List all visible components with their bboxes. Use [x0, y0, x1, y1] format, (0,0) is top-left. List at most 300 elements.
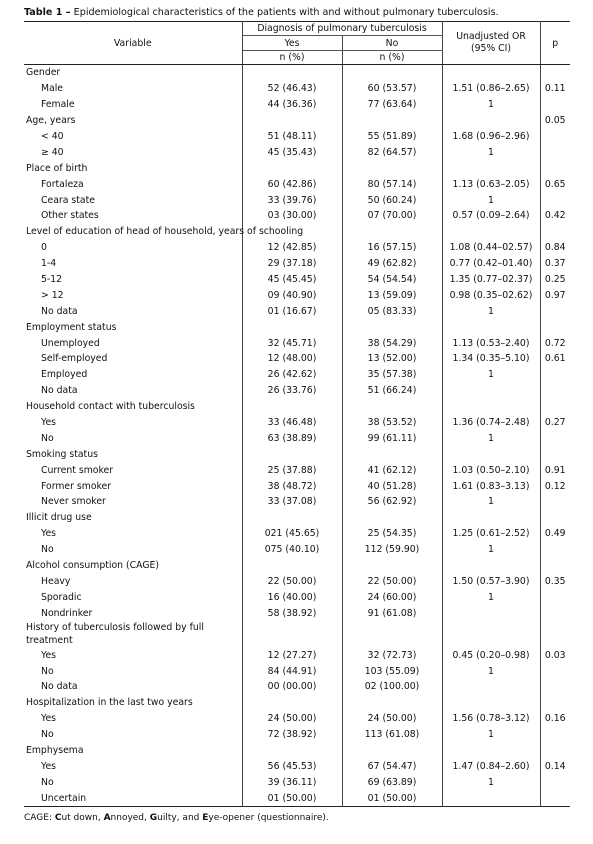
table-header	[24, 22, 570, 65]
table-row	[24, 129, 570, 145]
row-label: Alcohol consumption (CAGE)	[24, 558, 242, 574]
table-row	[24, 287, 570, 303]
cell-or: 1	[442, 192, 540, 208]
row-label: Age, years	[24, 113, 242, 129]
cell-yes	[242, 319, 342, 335]
cell-yes: 60 (42.86)	[242, 176, 342, 192]
cell-p	[540, 446, 570, 462]
header-unit-no: n (%)	[342, 51, 442, 65]
cell-p	[540, 367, 570, 383]
cell-p: 0.12	[544, 480, 566, 492]
cell-no: 80 (57.14)	[342, 176, 442, 192]
cell-p: 0.42	[544, 210, 566, 222]
header-or-line2: (95% CI)	[470, 43, 512, 54]
category-row	[24, 224, 570, 240]
cell-no: 16 (57.15)	[342, 240, 442, 256]
table-row	[24, 647, 570, 663]
cell-no: 01 (50.00)	[342, 790, 442, 806]
cell-yes: 33 (39.76)	[242, 192, 342, 208]
cell-or: 1.56 (0.78–3.12)	[442, 711, 540, 727]
cell-or: 1	[442, 542, 540, 558]
header-yes: Yes	[242, 36, 342, 51]
category-row	[24, 65, 570, 81]
cell-or: 1	[442, 430, 540, 446]
cell-or: 0.98 (0.35–02.62)	[442, 287, 540, 303]
row-label: History of tuberculosis followed by full treatment	[24, 621, 242, 647]
cell-yes: 33 (46.48)	[242, 415, 342, 431]
row-label: 0	[24, 240, 242, 256]
category-row	[24, 399, 570, 415]
cell-or: 1.47 (0.84–2.60)	[442, 758, 540, 774]
cell-yes: 52 (46.43)	[242, 81, 342, 97]
cell-no: 55 (51.89)	[342, 129, 442, 145]
row-label: Fortaleza	[24, 176, 242, 192]
row-label: Self-employed	[24, 351, 242, 367]
table-row	[24, 256, 570, 272]
table-row	[24, 478, 570, 494]
cell-no: 07 (70.00)	[342, 208, 442, 224]
row-label: Illicit drug use	[24, 510, 242, 526]
cell-no: 35 (57.38)	[342, 367, 442, 383]
cell-p	[540, 65, 570, 81]
cell-yes	[242, 399, 342, 415]
table-row	[24, 494, 570, 510]
cell-yes: 56 (45.53)	[242, 758, 342, 774]
row-label: Never smoker	[24, 494, 242, 510]
cell-yes: 26 (42.62)	[242, 367, 342, 383]
row-label: No	[24, 430, 242, 446]
footnote-text-e: ye-opener (questionnaire).	[208, 813, 329, 824]
header-unadjusted-or	[442, 22, 540, 65]
cell-no	[342, 743, 442, 759]
header-diagnosis: Diagnosis of pulmonary tuberculosis	[242, 22, 442, 36]
cell-or: 1.03 (0.50–2.10)	[442, 462, 540, 478]
epidemiology-table	[24, 21, 570, 807]
footnote-bold-e: E	[202, 813, 209, 824]
cell-p	[540, 679, 570, 695]
row-label: Current smoker	[24, 462, 242, 478]
cell-no: 56 (62.92)	[342, 494, 442, 510]
table-row	[24, 176, 570, 192]
cell-yes	[242, 113, 342, 129]
category-row	[24, 446, 570, 462]
cell-p	[540, 97, 570, 113]
cell-no: 38 (54.29)	[342, 335, 442, 351]
table-row	[24, 526, 570, 542]
table-row	[24, 272, 570, 288]
cell-p	[540, 494, 570, 510]
row-label: Ceara state	[24, 192, 242, 208]
cell-yes: 84 (44.91)	[242, 663, 342, 679]
cell-or: 1	[442, 144, 540, 160]
cell-p: 0.11	[544, 83, 566, 95]
table-caption	[24, 6, 570, 21]
footnote-bold-c: C	[54, 813, 62, 824]
cell-or: 1.13 (0.63–2.05)	[442, 176, 540, 192]
cell-or	[442, 621, 540, 647]
header-variable: Variable	[24, 22, 242, 65]
row-label: Employed	[24, 367, 242, 383]
cell-yes: 38 (48.72)	[242, 478, 342, 494]
cell-no	[342, 160, 442, 176]
cell-no	[342, 510, 442, 526]
cell-p	[540, 129, 570, 145]
category-row	[24, 621, 570, 647]
table-row	[24, 727, 570, 743]
cell-or	[442, 558, 540, 574]
table-row	[24, 663, 570, 679]
row-label: No data	[24, 679, 242, 695]
cell-p: 0.16	[544, 713, 566, 725]
cell-or	[442, 605, 540, 621]
cell-p	[540, 383, 570, 399]
cell-no	[342, 65, 442, 81]
cell-or: 1	[442, 727, 540, 743]
cell-no: 113 (61.08)	[342, 727, 442, 743]
table-row	[24, 542, 570, 558]
cell-no	[342, 399, 442, 415]
cell-p	[540, 695, 570, 711]
table-row	[24, 574, 570, 590]
table-row	[24, 462, 570, 478]
cell-yes: 22 (50.00)	[242, 574, 342, 590]
cell-or	[442, 224, 540, 240]
category-row	[24, 695, 570, 711]
table-row	[24, 335, 570, 351]
cell-p	[540, 790, 570, 806]
table-row	[24, 240, 570, 256]
cell-no: 103 (55.09)	[342, 663, 442, 679]
cell-p	[540, 621, 570, 647]
table-row	[24, 711, 570, 727]
cell-or: 1.36 (0.74–2.48)	[442, 415, 540, 431]
table-row	[24, 430, 570, 446]
row-label: Former smoker	[24, 478, 242, 494]
cell-or: 1	[442, 367, 540, 383]
cell-no: 54 (54.54)	[342, 272, 442, 288]
cell-yes: 075 (40.10)	[242, 542, 342, 558]
cell-yes	[242, 160, 342, 176]
row-label: No	[24, 542, 242, 558]
cell-yes: 25 (37.88)	[242, 462, 342, 478]
header-or-line1: Unadjusted OR	[456, 31, 526, 42]
table-row	[24, 679, 570, 695]
cell-or	[442, 743, 540, 759]
cell-yes: 32 (45.71)	[242, 335, 342, 351]
cell-no: 60 (53.57)	[342, 81, 442, 97]
footnote	[24, 813, 570, 823]
table-row	[24, 415, 570, 431]
cell-p: 0.27	[544, 417, 566, 429]
cell-yes: 44 (36.36)	[242, 97, 342, 113]
cell-or	[442, 695, 540, 711]
cell-p	[540, 663, 570, 679]
cell-p	[540, 144, 570, 160]
cell-no: 67 (54.47)	[342, 758, 442, 774]
cell-p	[540, 542, 570, 558]
cell-p: 0.03	[544, 649, 566, 661]
row-label: Gender	[24, 65, 242, 81]
cell-p: 0.49	[544, 528, 566, 540]
category-row	[24, 558, 570, 574]
cell-or: 1	[442, 303, 540, 319]
table-number: Table 1 –	[24, 7, 71, 18]
category-row	[24, 319, 570, 335]
row-label: Male	[24, 81, 242, 97]
category-row	[24, 113, 570, 129]
cell-yes	[242, 695, 342, 711]
table-row	[24, 192, 570, 208]
cell-p: 0.97	[544, 289, 566, 301]
cell-or	[442, 510, 540, 526]
cell-p	[540, 160, 570, 176]
cell-no	[342, 319, 442, 335]
footnote-prefix: CAGE:	[24, 813, 55, 824]
cell-or: 1.13 (0.53–2.40)	[442, 335, 540, 351]
cell-or: 1.25 (0.61–2.52)	[442, 526, 540, 542]
cell-or: 1	[442, 774, 540, 790]
cell-p	[540, 303, 570, 319]
row-label: No	[24, 774, 242, 790]
cell-yes	[242, 558, 342, 574]
cell-yes	[242, 510, 342, 526]
cell-no: 82 (64.57)	[342, 144, 442, 160]
cell-no: 25 (54.35)	[342, 526, 442, 542]
header-no: No	[342, 36, 442, 51]
cell-no: 32 (72.73)	[342, 647, 442, 663]
cell-no: 41 (62.12)	[342, 462, 442, 478]
cell-no	[342, 621, 442, 647]
row-label: Other states	[24, 208, 242, 224]
cell-or: 1	[442, 494, 540, 510]
row-label: 5-12	[24, 272, 242, 288]
cell-or	[442, 383, 540, 399]
cell-or: 1.50 (0.57–3.90)	[442, 574, 540, 590]
cell-p	[540, 774, 570, 790]
cell-yes	[242, 743, 342, 759]
header-unit-yes: n (%)	[242, 51, 342, 65]
cell-p: 0.65	[544, 178, 566, 190]
cell-yes: 16 (40.00)	[242, 589, 342, 605]
row-label: Yes	[24, 647, 242, 663]
cell-yes: 01 (50.00)	[242, 790, 342, 806]
cell-no: 99 (61.11)	[342, 430, 442, 446]
cell-or: 1	[442, 663, 540, 679]
cell-yes: 26 (33.76)	[242, 383, 342, 399]
row-label: No data	[24, 303, 242, 319]
row-label: Yes	[24, 415, 242, 431]
cell-yes: 12 (27.27)	[242, 647, 342, 663]
row-label: Heavy	[24, 574, 242, 590]
table-title: Epidemiological characteristics of the patients with and without pulmonary tuberculosis.	[73, 7, 499, 18]
cell-yes: 45 (35.43)	[242, 144, 342, 160]
cell-or: 0.57 (0.09–2.64)	[442, 208, 540, 224]
row-label: Hospitalization in the last two years	[24, 695, 242, 711]
cell-yes: 00 (00.00)	[242, 679, 342, 695]
row-label: Yes	[24, 711, 242, 727]
row-label: No data	[24, 383, 242, 399]
cell-p	[540, 589, 570, 605]
cell-yes: 58 (38.92)	[242, 605, 342, 621]
table-row	[24, 774, 570, 790]
row-label: Place of birth	[24, 160, 242, 176]
cell-p	[540, 605, 570, 621]
table-row	[24, 758, 570, 774]
cell-yes: 33 (37.08)	[242, 494, 342, 510]
cell-or	[442, 679, 540, 695]
cell-or: 1.61 (0.83–3.13)	[442, 478, 540, 494]
cell-no	[342, 224, 442, 240]
cell-no	[342, 558, 442, 574]
row-label: Unemployed	[24, 335, 242, 351]
cell-yes: 03 (30.00)	[242, 208, 342, 224]
cell-no	[342, 113, 442, 129]
cell-or: 1	[442, 589, 540, 605]
category-row	[24, 510, 570, 526]
table-row	[24, 605, 570, 621]
category-row	[24, 160, 570, 176]
footnote-bold-g: G	[149, 813, 158, 824]
header-p: p	[540, 22, 570, 65]
cell-p	[540, 192, 570, 208]
row-label: Employment status	[24, 319, 242, 335]
row-label: Level of education of head of household, years of schooling	[24, 224, 242, 240]
table-row	[24, 383, 570, 399]
cell-or: 1.08 (0.44–02.57)	[442, 240, 540, 256]
row-label: > 12	[24, 287, 242, 303]
cell-or: 0.77 (0.42–01.40)	[442, 256, 540, 272]
cell-no: 05 (83.33)	[342, 303, 442, 319]
cell-yes	[242, 65, 342, 81]
cell-no: 13 (52.00)	[342, 351, 442, 367]
cell-yes: 63 (38.89)	[242, 430, 342, 446]
cell-no: 77 (63.64)	[342, 97, 442, 113]
cell-p	[540, 224, 570, 240]
cell-yes	[242, 621, 342, 647]
cell-or	[442, 65, 540, 81]
cell-no: 69 (63.89)	[342, 774, 442, 790]
cell-p: 0.72	[544, 337, 566, 349]
cell-p: 0.91	[544, 464, 566, 476]
row-label: Uncertain	[24, 790, 242, 806]
cell-or	[442, 399, 540, 415]
cell-p	[540, 399, 570, 415]
cell-yes: 29 (37.18)	[242, 256, 342, 272]
cell-no: 38 (53.52)	[342, 415, 442, 431]
cell-or	[442, 160, 540, 176]
cell-no: 40 (51.28)	[342, 478, 442, 494]
cell-or	[442, 790, 540, 806]
cell-no: 51 (66.24)	[342, 383, 442, 399]
row-label: Smoking status	[24, 446, 242, 462]
row-label: 1-4	[24, 256, 242, 272]
row-label: Yes	[24, 758, 242, 774]
cell-yes: 45 (45.45)	[242, 272, 342, 288]
cell-no: 91 (61.08)	[342, 605, 442, 621]
row-label: No	[24, 727, 242, 743]
cell-p: 0.35	[544, 575, 566, 587]
cell-p: 0.84	[544, 242, 566, 254]
footnote-text-a: nnoyed,	[110, 813, 150, 824]
table-row	[24, 81, 570, 97]
cell-p: 0.05	[544, 115, 566, 127]
cell-no: 24 (60.00)	[342, 589, 442, 605]
cell-p: 0.14	[544, 760, 566, 772]
cell-p	[540, 743, 570, 759]
cell-yes: 39 (36.11)	[242, 774, 342, 790]
cell-no	[342, 695, 442, 711]
cell-or	[442, 113, 540, 129]
cell-p	[540, 727, 570, 743]
table-row	[24, 97, 570, 113]
table-row	[24, 144, 570, 160]
cell-p	[540, 430, 570, 446]
cell-or	[442, 319, 540, 335]
table-row	[24, 367, 570, 383]
cell-or: 1.68 (0.96–2.96)	[442, 129, 540, 145]
cell-p	[540, 558, 570, 574]
row-label: ≥ 40	[24, 144, 242, 160]
table-body	[24, 65, 570, 807]
cell-yes	[242, 446, 342, 462]
table-row	[24, 208, 570, 224]
cell-yes: 09 (40.90)	[242, 287, 342, 303]
category-row	[24, 743, 570, 759]
cell-yes: 24 (50.00)	[242, 711, 342, 727]
cell-or	[442, 446, 540, 462]
cell-or: 1	[442, 97, 540, 113]
row-label: Emphysema	[24, 743, 242, 759]
footnote-bold-a: A	[103, 813, 111, 824]
table-row	[24, 351, 570, 367]
table-row	[24, 790, 570, 806]
row-label: Sporadic	[24, 589, 242, 605]
row-label: < 40	[24, 129, 242, 145]
cell-no: 24 (50.00)	[342, 711, 442, 727]
row-label: Nondrinker	[24, 605, 242, 621]
cell-p	[540, 510, 570, 526]
table-row	[24, 303, 570, 319]
cell-or: 1.34 (0.35–5.10)	[442, 351, 540, 367]
cell-p: 0.37	[544, 258, 566, 270]
cell-yes: 51 (48.11)	[242, 129, 342, 145]
cell-yes: 021 (45.65)	[242, 526, 342, 542]
table-row	[24, 589, 570, 605]
cell-no: 112 (59.90)	[342, 542, 442, 558]
cell-or: 0.45 (0.20–0.98)	[442, 647, 540, 663]
cell-or: 1.35 (0.77–02.37)	[442, 272, 540, 288]
cell-no: 49 (62.82)	[342, 256, 442, 272]
row-label: Household contact with tuberculosis	[24, 399, 242, 415]
cell-no: 02 (100.00)	[342, 679, 442, 695]
cell-yes: 01 (16.67)	[242, 303, 342, 319]
footnote-text-g: uilty, and	[157, 813, 203, 824]
cell-or: 1.51 (0.86–2.65)	[442, 81, 540, 97]
cell-p: 0.25	[544, 274, 566, 286]
cell-yes: 72 (38.92)	[242, 727, 342, 743]
cell-no: 22 (50.00)	[342, 574, 442, 590]
row-label: No	[24, 663, 242, 679]
cell-p: 0.61	[544, 353, 566, 365]
row-label: Yes	[24, 526, 242, 542]
cell-no: 13 (59.09)	[342, 287, 442, 303]
footnote-text-c: ut down,	[61, 813, 104, 824]
cell-p	[540, 319, 570, 335]
cell-no	[342, 446, 442, 462]
cell-no: 50 (60.24)	[342, 192, 442, 208]
row-label: Female	[24, 97, 242, 113]
cell-yes: 12 (42.85)	[242, 240, 342, 256]
